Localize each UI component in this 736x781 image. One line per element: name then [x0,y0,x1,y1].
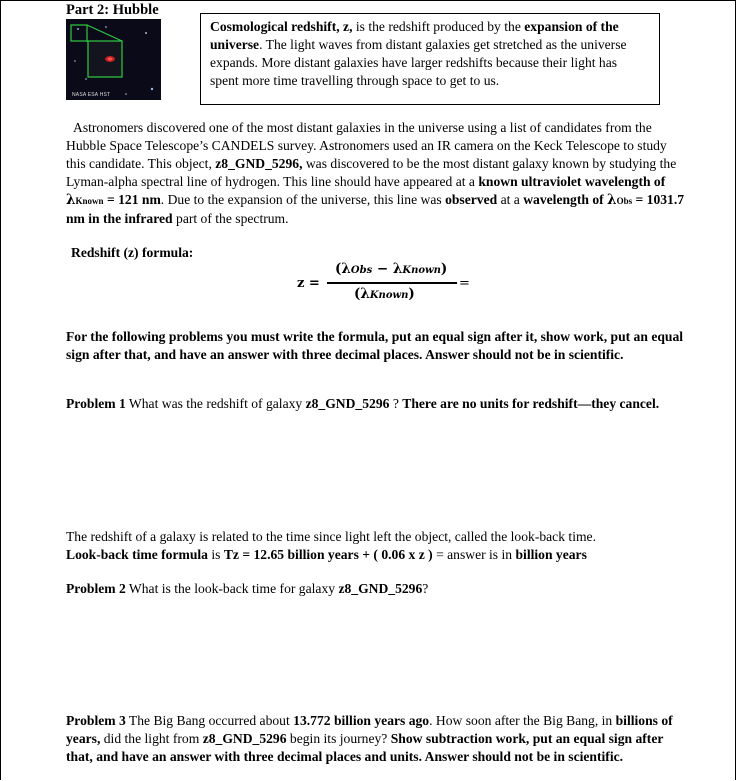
problem-3-text-4: begin its journey? [286,731,391,746]
observed-label: observed [445,192,498,207]
redshift-term: Cosmological redshift, z, [210,19,353,34]
problem-3-label: Problem 3 [66,713,126,728]
galaxy-name: z8_GND_5296 [338,581,423,596]
galaxy-name: z8_GND_5296 [202,731,287,746]
redshift-formula [297,261,477,311]
paren: ( [354,286,361,302]
obs-sub: Obs [350,265,373,276]
intro-text-3: . Due to the expansion of the universe, this line was [160,192,446,207]
formula-numerator [335,261,447,277]
hubble-galaxy-image [66,19,161,100]
lambda-symbol: λ [66,192,76,208]
known-subscript: Known [75,196,104,206]
galaxy-name: z8_GND_5296 [305,396,390,411]
problem-2-text-2: ? [422,581,429,596]
problem-1-text-2: ? [389,396,403,411]
problem-2-text: What is the look-back time for galaxy [125,581,339,596]
intro-text-5: part of the spectrum. [172,211,289,226]
paren: ) [440,261,448,277]
lookback-line-1: The redshift of a galaxy is related to the time since light left the object, called the look-back time. [66,529,596,544]
lambda-symbol-2: λ [607,192,617,208]
lambda: λ [341,261,351,277]
problem-3-text-3: did the light from [100,731,203,746]
lookback-formula-label: Look-back time formula [66,547,208,562]
lookback-text: is [207,547,224,562]
image-credit: NASA ESA HST [72,92,111,98]
intro-paragraph [66,119,688,228]
lookback-units: billion years [515,547,587,562]
problem-2-label: Problem 2 [66,581,126,596]
infobox-bold: expansion of the universe [210,19,619,52]
known-wavelength-label: known ultraviolet wavelength of [478,174,666,189]
problem-2 [66,580,706,598]
instructions: For the following problems you must write the formula, put an equal sign after it, show work, put an equal sign after that, and have an answer with three decimal places. Answer should not be in scientific. [66,329,684,362]
known-sub: Known [402,265,441,276]
top-rule [60,0,720,1]
known-wavelength-value: = 121 nm [103,192,161,207]
infobox-text-2: . The light waves from distant galaxies get stretched as the universe expands. More distant galaxies have larger redshifts because their light has spent more time travelling through space to get to us. [210,37,627,88]
obs-subscript: Obs [616,196,633,206]
units-note: billions of years, [66,713,673,746]
galaxy-name: z8_GND_5296, [215,156,303,171]
big-bang-age: 13.772 billion years ago [293,713,430,728]
problem-3-instructions: Show subtraction work, put an equal sign after that, and have an answer with three decimal places and units. Answer should not be in scientific. [66,731,664,764]
intro-text-2: was discovered to be the most distant galaxy known by studying the Lyman-alpha spectral line of hydrogen. This line should have appeared at a [66,156,677,189]
minus-sign: − [372,261,393,277]
lambda: λ [392,261,403,277]
lookback-text-2: = answer is in [432,547,516,562]
cosmological-redshift-box [200,13,660,105]
observed-wavelength-value: = 1031.7 nm in the infrared [66,192,685,226]
formula-label: Redshift (z) formula: [71,245,194,260]
formula-z: z = [297,276,320,291]
known-sub: Known [369,290,409,301]
infobox-text: is the redshift produced by the [352,19,525,34]
formula-equals: = [459,276,470,291]
intro-text: Astronomers discovered one of the most distant galaxies in the universe using a list of candidates from the Hubble Space Telescope’s CANDELS survey. Astronomers used an IR camera on the Keck Telescope to study this candidate. This object, [66,120,667,171]
problem-3-text: The Big Bang occurred about [125,713,294,728]
lookback-formula-line [66,546,706,564]
part-title: Part 2: Hubble [66,2,159,18]
problem-1-text: What was the redshift of galaxy [125,396,306,411]
problem-3 [66,712,691,766]
problem-1-note: There are no units for redshift—they cancel. [402,396,660,411]
problem-1-label: Problem 1 [66,396,126,411]
paren: ( [335,261,342,277]
intro-text-4: at a [497,192,524,207]
problem-3-text-2: . How soon after the Big Bang, in [429,713,616,728]
lookback-formula: Tz = 12.65 billion years + ( 0.06 x z ) [223,547,433,562]
paren: ) [408,286,415,302]
galaxy-image-graphic [66,19,161,100]
fraction-bar [327,282,457,284]
formula-denominator [354,286,415,302]
observed-wavelength-label: wavelength of [523,192,608,207]
problem-1 [66,395,686,413]
lambda: λ [360,286,370,302]
